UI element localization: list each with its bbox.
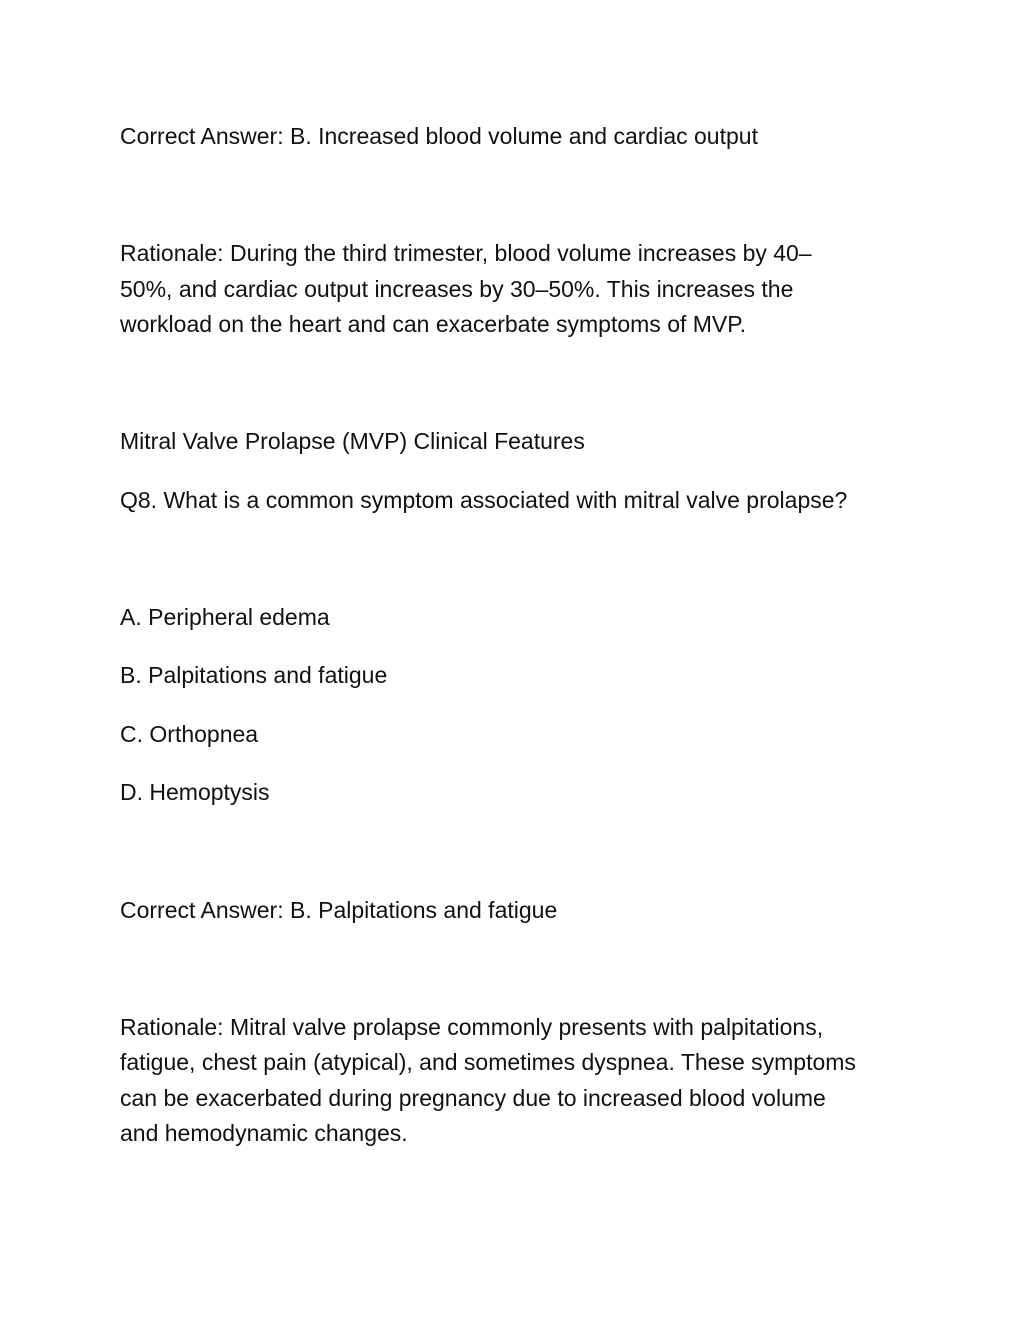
option-a: A. Peripheral edema — [120, 604, 330, 630]
option-b: B. Palpitations and fatigue — [120, 662, 388, 688]
option-d: D. Hemoptysis — [120, 779, 270, 805]
previous-rationale-line-2: 50%, and cardiac output increases by 30–50%. This increases the — [120, 276, 794, 302]
rationale-line-2: fatigue, chest pain (atypical), and sometimes dyspnea. These symptoms — [120, 1049, 856, 1075]
correct-answer: Correct Answer: B. Palpitations and fatigue — [120, 897, 558, 923]
option-c: C. Orthopnea — [120, 721, 259, 747]
previous-correct-answer: Correct Answer: B. Increased blood volume and cardiac output — [120, 123, 758, 149]
rationale-line-1: Rationale: Mitral valve prolapse commonly presents with palpitations, — [120, 1014, 824, 1040]
previous-rationale-line-3: workload on the heart and can exacerbate symptoms of MVP. — [120, 311, 747, 337]
rationale-line-4: and hemodynamic changes. — [120, 1120, 408, 1146]
question-text: Q8. What is a common symptom associated with mitral valve prolapse? — [120, 487, 848, 513]
previous-rationale-line-1: Rationale: During the third trimester, blood volume increases by 40– — [120, 240, 812, 266]
rationale-line-3: can be exacerbated during pregnancy due to increased blood volume — [120, 1085, 826, 1111]
section-heading: Mitral Valve Prolapse (MVP) Clinical Features — [120, 428, 585, 454]
